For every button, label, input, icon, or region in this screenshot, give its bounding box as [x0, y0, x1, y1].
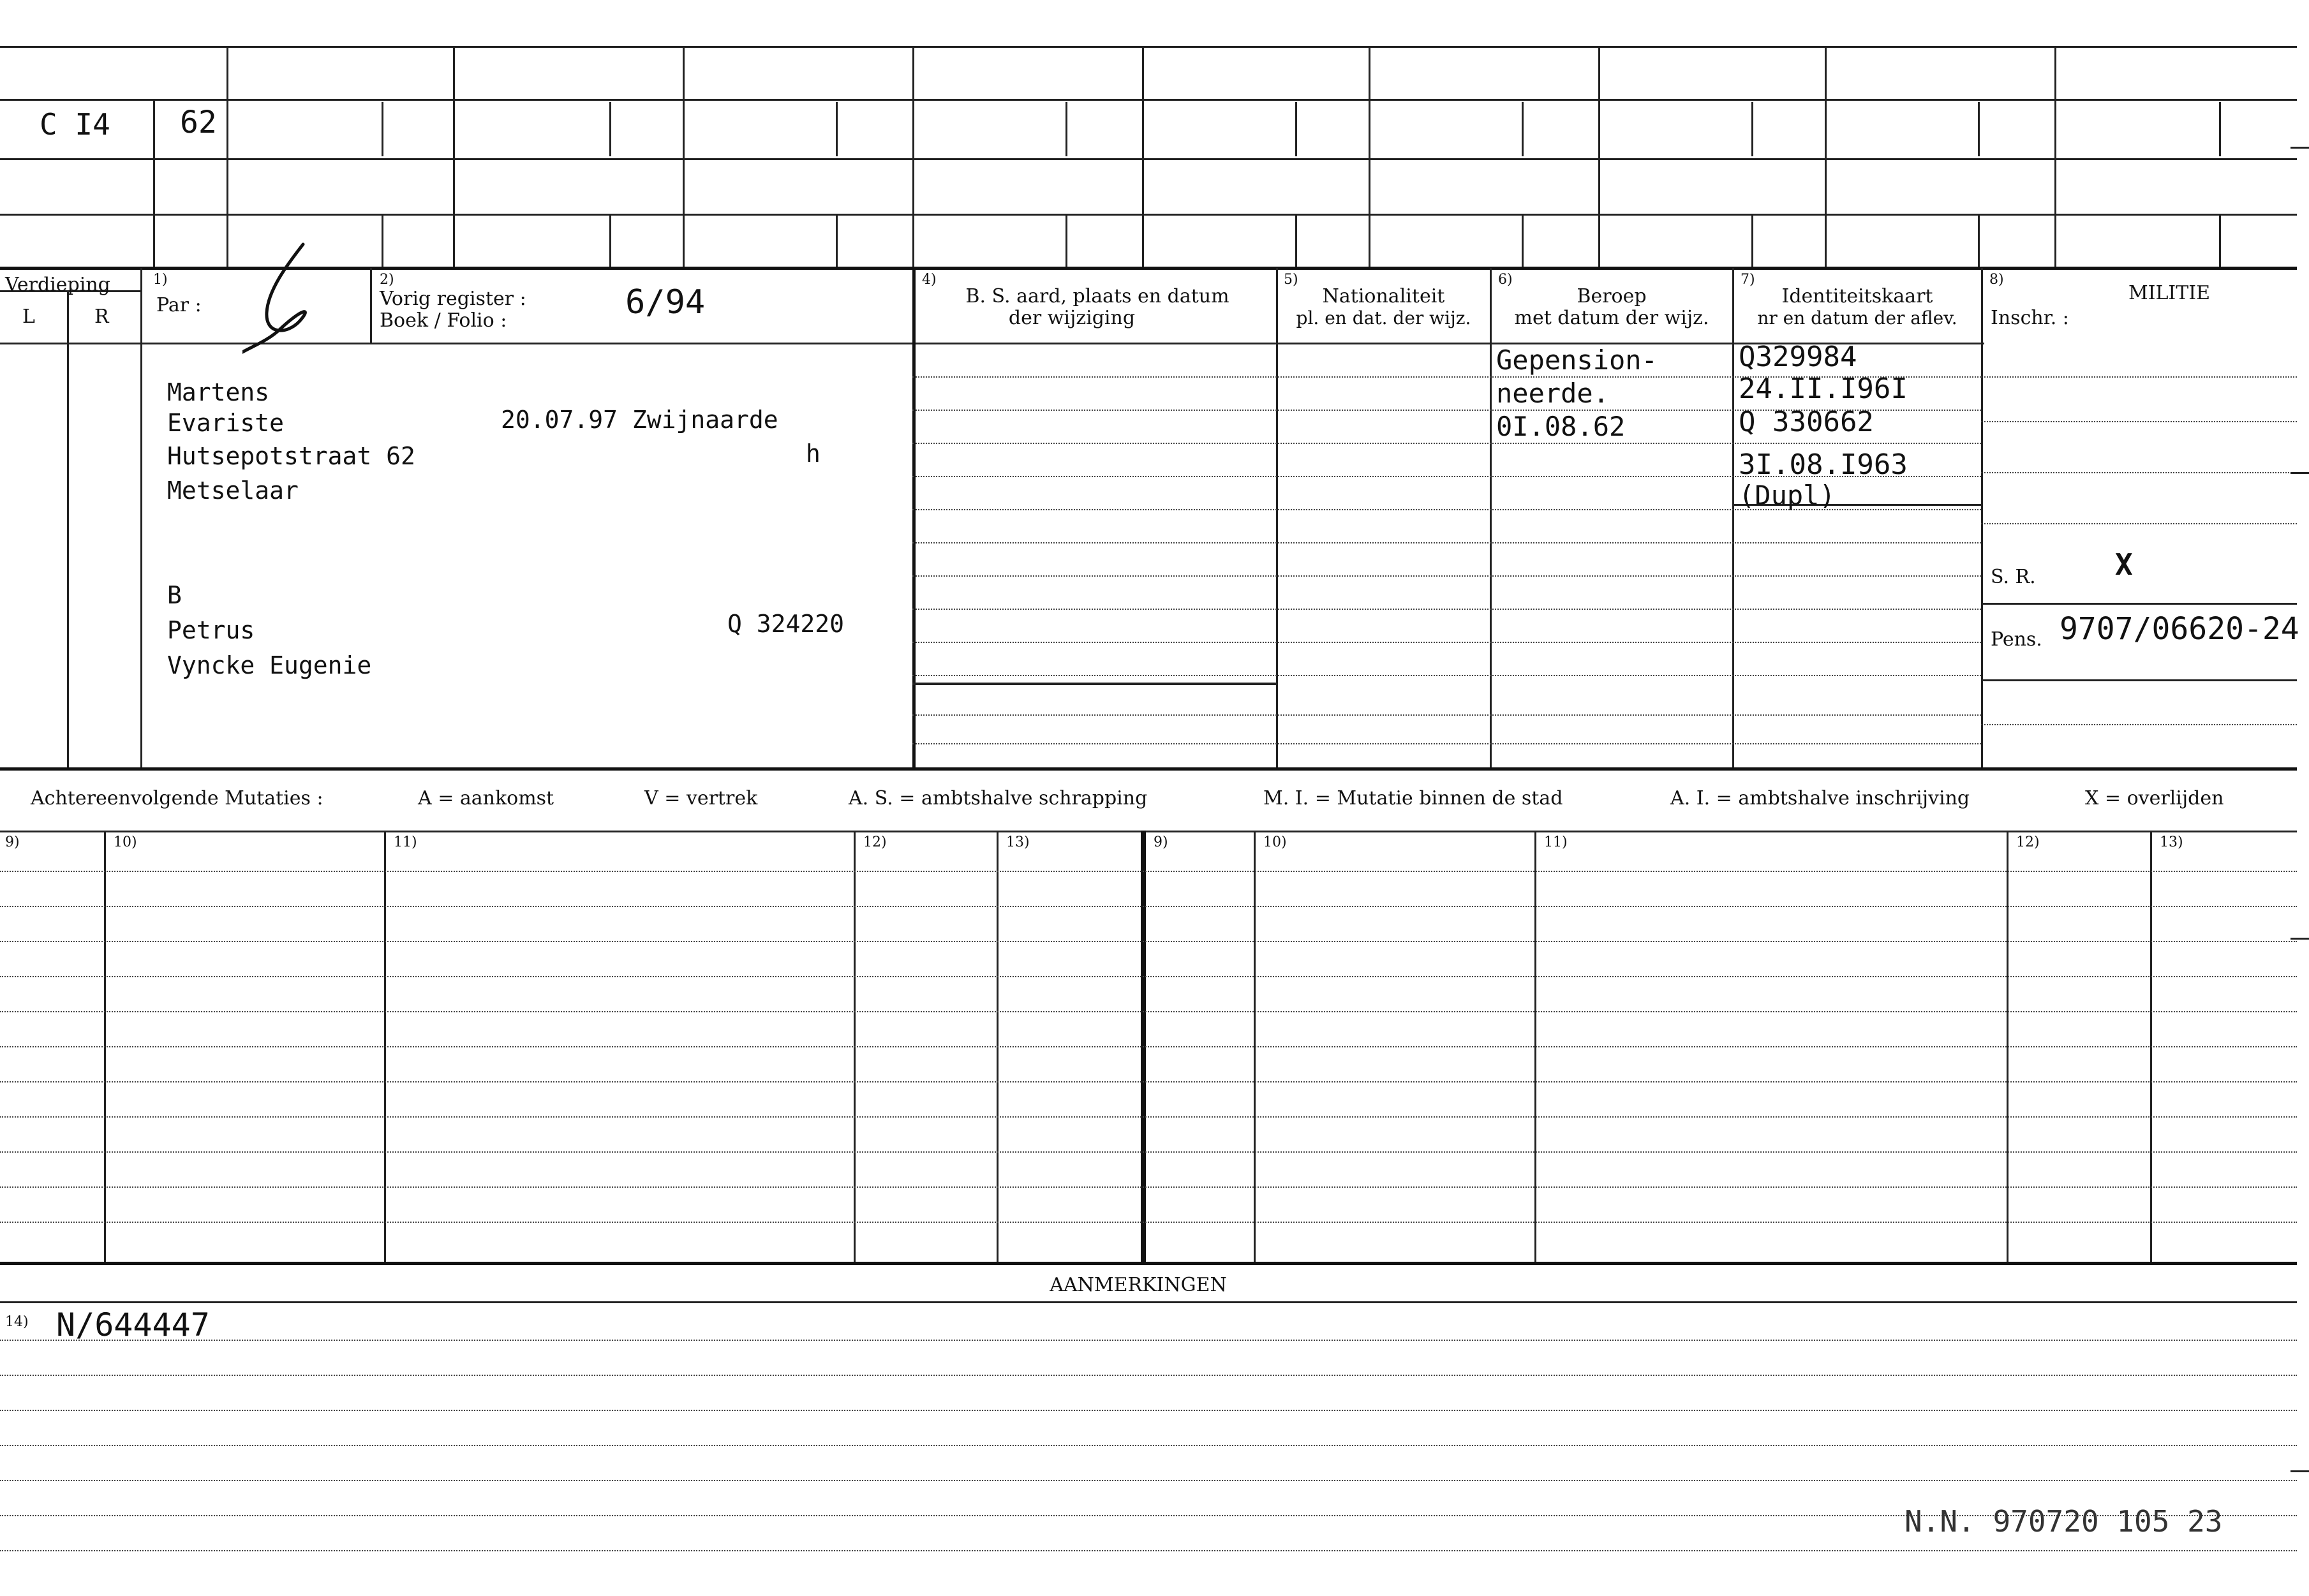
legend-item: M. I. = Mutatie binnen de stad — [1263, 787, 1563, 809]
occupation: Metselaar — [167, 477, 299, 505]
writing-line — [912, 743, 1981, 744]
grid-line — [1276, 268, 1278, 767]
grid-line — [1751, 216, 1753, 267]
inschr-label: Inschr. : — [1991, 307, 2069, 329]
grid-line — [836, 102, 838, 156]
edge-tick — [2290, 147, 2309, 149]
grid-line — [1981, 268, 1983, 767]
block-code: C I4 — [40, 107, 110, 142]
grid-line — [1142, 46, 1144, 267]
grid-line — [382, 216, 383, 267]
legend-item: V = vertrek — [644, 787, 758, 809]
grid-line — [0, 831, 2297, 832]
grid-line — [1065, 102, 1067, 156]
col-number: 11) — [394, 834, 417, 850]
address: Hutsepotstraat 62 — [167, 442, 415, 470]
writing-line — [0, 1151, 2297, 1153]
grid-line — [140, 268, 142, 767]
field-number: 2) — [380, 272, 394, 288]
grid-line — [0, 46, 2297, 48]
boek-folio-label: Boek / Folio : — [380, 309, 507, 332]
grid-line — [370, 268, 372, 343]
field-number: 14) — [5, 1314, 29, 1330]
vorig-register-label: Vorig register : — [380, 288, 526, 310]
national-number: N.N. 970720 105 23 — [1904, 1504, 2223, 1539]
field-number: 6) — [1498, 272, 1513, 288]
writing-line — [1981, 523, 2297, 524]
writing-line — [1981, 376, 2297, 378]
col-number: 13) — [2160, 834, 2183, 850]
legend-item: A. I. = ambtshalve inschrijving — [1670, 787, 1970, 809]
firstname: Evariste — [167, 409, 285, 437]
grid-line — [1981, 603, 2297, 605]
grid-line — [912, 683, 1276, 685]
birth-date-place: 20.07.97 Zwijnaarde — [501, 406, 778, 434]
writing-line — [0, 1011, 2297, 1012]
grid-line — [2219, 216, 2221, 267]
writing-line — [0, 1186, 2297, 1188]
col-number: 9) — [1154, 834, 1168, 850]
writing-line — [0, 1116, 2297, 1118]
identity-line: 24.II.I96I — [1739, 373, 1908, 405]
beroep-header-line1: Beroep — [1577, 285, 1647, 307]
writing-line — [0, 1046, 2297, 1047]
col-number: 13) — [1006, 834, 1030, 850]
writing-line — [912, 542, 1981, 543]
grid-line — [912, 46, 914, 267]
grid-line — [0, 1262, 2297, 1265]
field-number: 5) — [1284, 272, 1298, 288]
grid-line — [1732, 268, 1734, 767]
grid-line — [153, 99, 155, 267]
sex-mark: h — [806, 440, 820, 468]
beroep-line: neerde. — [1496, 378, 1610, 409]
beroep-header-line2: met datum der wijz. — [1514, 307, 1709, 329]
grid-line — [2054, 46, 2056, 267]
col-number: 9) — [5, 834, 20, 850]
grid-line — [1522, 102, 1524, 156]
writing-line — [0, 1340, 2297, 1341]
writing-line — [912, 609, 1981, 610]
beroep-line: Gepension- — [1496, 344, 1658, 376]
identity-header-line1: Identiteitskaart — [1781, 285, 1933, 307]
grid-line — [1295, 216, 1297, 267]
writing-line — [0, 1550, 2297, 1551]
grid-line — [1369, 46, 1370, 267]
writing-line — [0, 941, 2297, 942]
nationality-header-line1: Nationaliteit — [1322, 285, 1445, 307]
grid-line — [1978, 216, 1980, 267]
pens-value: 9707/06620-24 — [2060, 611, 2299, 647]
writing-line — [0, 871, 2297, 872]
grid-line — [453, 46, 455, 267]
writing-line — [0, 1480, 2297, 1481]
grid-line — [0, 1301, 2297, 1303]
right-label: R — [94, 306, 109, 328]
grid-line — [0, 214, 2297, 216]
writing-line — [912, 642, 1981, 643]
grid-line — [1825, 46, 1827, 267]
identity-header-line2: nr en datum der aflev. — [1757, 307, 1957, 329]
left-label: L — [22, 306, 35, 328]
spouse-id: Q 324220 — [727, 610, 845, 638]
spouse-firstname: Petrus — [167, 616, 255, 644]
grid-line — [609, 216, 611, 267]
writing-line — [912, 714, 1981, 716]
identity-line: (Dupl) — [1739, 480, 1836, 511]
grid-line — [0, 267, 2297, 270]
edge-tick — [2290, 938, 2309, 940]
grid-line — [836, 216, 838, 267]
field-number: 7) — [1741, 272, 1755, 288]
field-number: 4) — [922, 272, 937, 288]
writing-line — [1981, 724, 2297, 725]
writing-line — [1981, 421, 2297, 422]
grid-line — [1978, 102, 1980, 156]
grid-line — [1490, 268, 1492, 767]
grid-line — [226, 46, 228, 267]
spouse-name: Vyncke Eugenie — [167, 651, 372, 679]
edge-tick — [2290, 1470, 2309, 1472]
grid-line — [1981, 679, 2297, 681]
field-number: 1) — [153, 272, 168, 288]
writing-line — [0, 1222, 2297, 1223]
surname: Martens — [167, 378, 270, 406]
grid-line — [382, 102, 383, 156]
grid-line — [912, 268, 916, 767]
bs-header-line1: B. S. aard, plaats en datum — [965, 285, 1229, 307]
legend-item: A. S. = ambtshalve schrapping — [849, 787, 1148, 809]
grid-line — [1598, 46, 1600, 267]
writing-line — [0, 1410, 2297, 1411]
grid-line — [1751, 102, 1753, 156]
writing-line — [912, 443, 1981, 444]
legend-title: Achtereenvolgende Mutaties : — [31, 787, 323, 809]
grid-line — [609, 102, 611, 156]
writing-line — [1981, 472, 2297, 473]
grid-line — [0, 99, 2297, 101]
col-number: 11) — [1544, 834, 1568, 850]
civil-status: B — [167, 581, 182, 609]
writing-line — [0, 976, 2297, 977]
writing-line — [0, 1445, 2297, 1446]
field-number: 8) — [1989, 272, 2004, 288]
grid-line — [1522, 216, 1524, 267]
par-signature — [242, 239, 332, 360]
writing-line — [912, 675, 1981, 676]
sr-label: S. R. — [1991, 566, 2036, 588]
sr-value: X — [2115, 547, 2133, 582]
pens-label: Pens. — [1991, 628, 2042, 651]
writing-line — [0, 1375, 2297, 1376]
edge-tick — [2290, 472, 2309, 474]
bs-header-line2: der wijziging — [1008, 307, 1136, 329]
grid-line — [2219, 102, 2221, 156]
writing-line — [912, 575, 1981, 577]
col-number: 10) — [1263, 834, 1287, 850]
col-number: 12) — [2016, 834, 2040, 850]
grid-line — [0, 158, 2297, 160]
verdieping-label: Verdieping — [5, 274, 110, 296]
grid-line — [1065, 216, 1067, 267]
identity-line: 3I.08.I963 — [1739, 448, 1908, 481]
block-number: 62 — [180, 105, 217, 140]
writing-line — [0, 1081, 2297, 1082]
par-label: Par : — [156, 294, 202, 316]
col-number: 10) — [114, 834, 137, 850]
nationality-header-line2: pl. en dat. der wijz. — [1296, 307, 1471, 329]
remarks-title: AANMERKINGEN — [1050, 1274, 1227, 1296]
vorig-register-value: 6/94 — [625, 283, 706, 321]
grid-line — [67, 290, 69, 767]
legend-item: X = overlijden — [2085, 787, 2224, 809]
militie-header: MILITIE — [2128, 282, 2211, 304]
beroep-line: 0I.08.62 — [1496, 411, 1626, 442]
grid-line — [683, 46, 685, 267]
identity-line: Q329984 — [1739, 341, 1857, 373]
legend-item: A = aankomst — [418, 787, 554, 809]
grid-line — [1295, 102, 1297, 156]
writing-line — [0, 906, 2297, 907]
grid-line — [0, 767, 2297, 771]
identity-line: Q 330662 — [1739, 406, 1874, 438]
remarks-value: N/644447 — [56, 1306, 210, 1343]
col-number: 12) — [863, 834, 887, 850]
